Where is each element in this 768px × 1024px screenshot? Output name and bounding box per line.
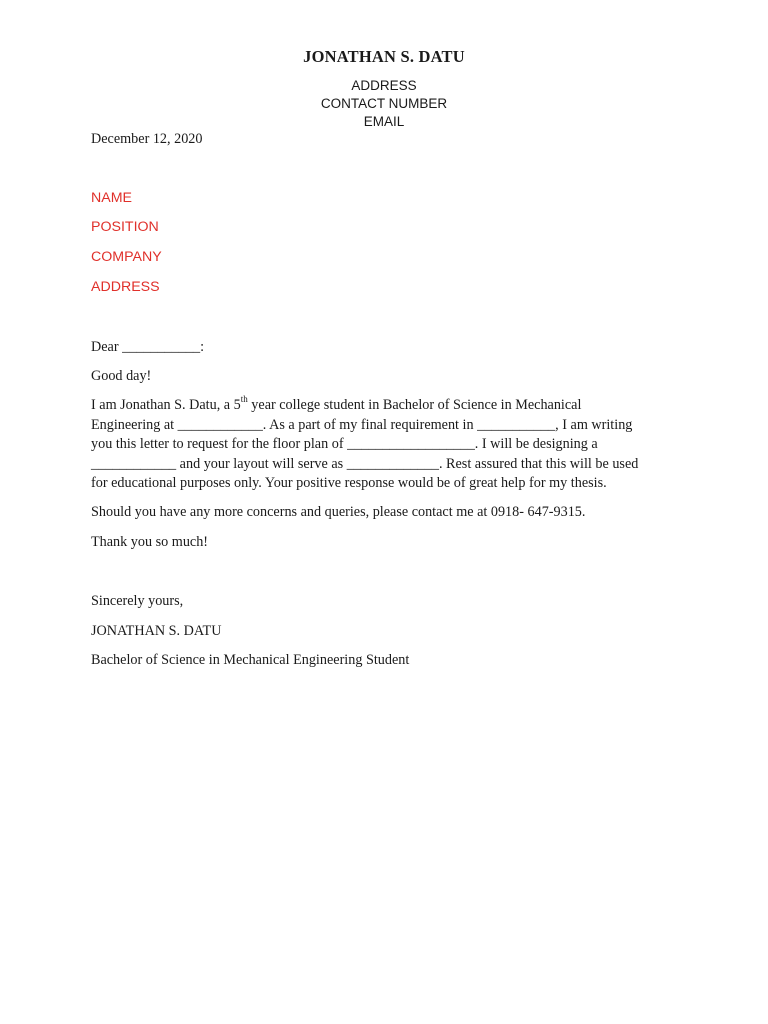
body-line-5: for educational purposes only. Your positive response would be of great help for my thesis.: [91, 475, 607, 491]
sender-contact-number: CONTACT NUMBER: [320, 96, 448, 111]
concerns-paragraph: Should you have any more concerns and queries, please contact me at 0918- 647-9315.: [91, 504, 586, 520]
signature-name: JONATHAN S. DATU: [91, 623, 222, 639]
sender-address: ADDRESS: [351, 78, 417, 93]
sender-name-heading: JONATHAN S. DATU: [303, 47, 465, 66]
body-line-4: ____________ and your layout will serve as _____________. Rest assured that this will be used: [91, 455, 639, 472]
body-line-2: Engineering at ____________. As a part of my final requirement in ___________, I am writing: [91, 416, 633, 433]
signature-title: Bachelor of Science in Mechanical Engineering Student: [91, 652, 410, 668]
greeting: Good day!: [91, 368, 152, 384]
body-paragraph: [91, 396, 691, 494]
ordinal-superscript: th: [240, 394, 248, 404]
recipient-position: POSITION: [91, 219, 159, 235]
sender-email: EMAIL: [363, 114, 405, 129]
salutation: Dear ___________:: [91, 339, 205, 355]
letter-date: December 12, 2020: [91, 131, 203, 147]
thanks-line: Thank you so much!: [91, 534, 209, 550]
body-line-3: you this letter to request for the floor plan of __________________. I will be designing a: [91, 436, 598, 452]
recipient-company: COMPANY: [91, 249, 162, 265]
recipient-name: NAME: [91, 190, 132, 206]
closing: Sincerely yours,: [91, 593, 184, 609]
body-line-1: I am Jonathan S. Datu, a 5th year college student in Bachelor of Science in Mechanical: [91, 394, 582, 413]
recipient-address: ADDRESS: [91, 279, 160, 295]
